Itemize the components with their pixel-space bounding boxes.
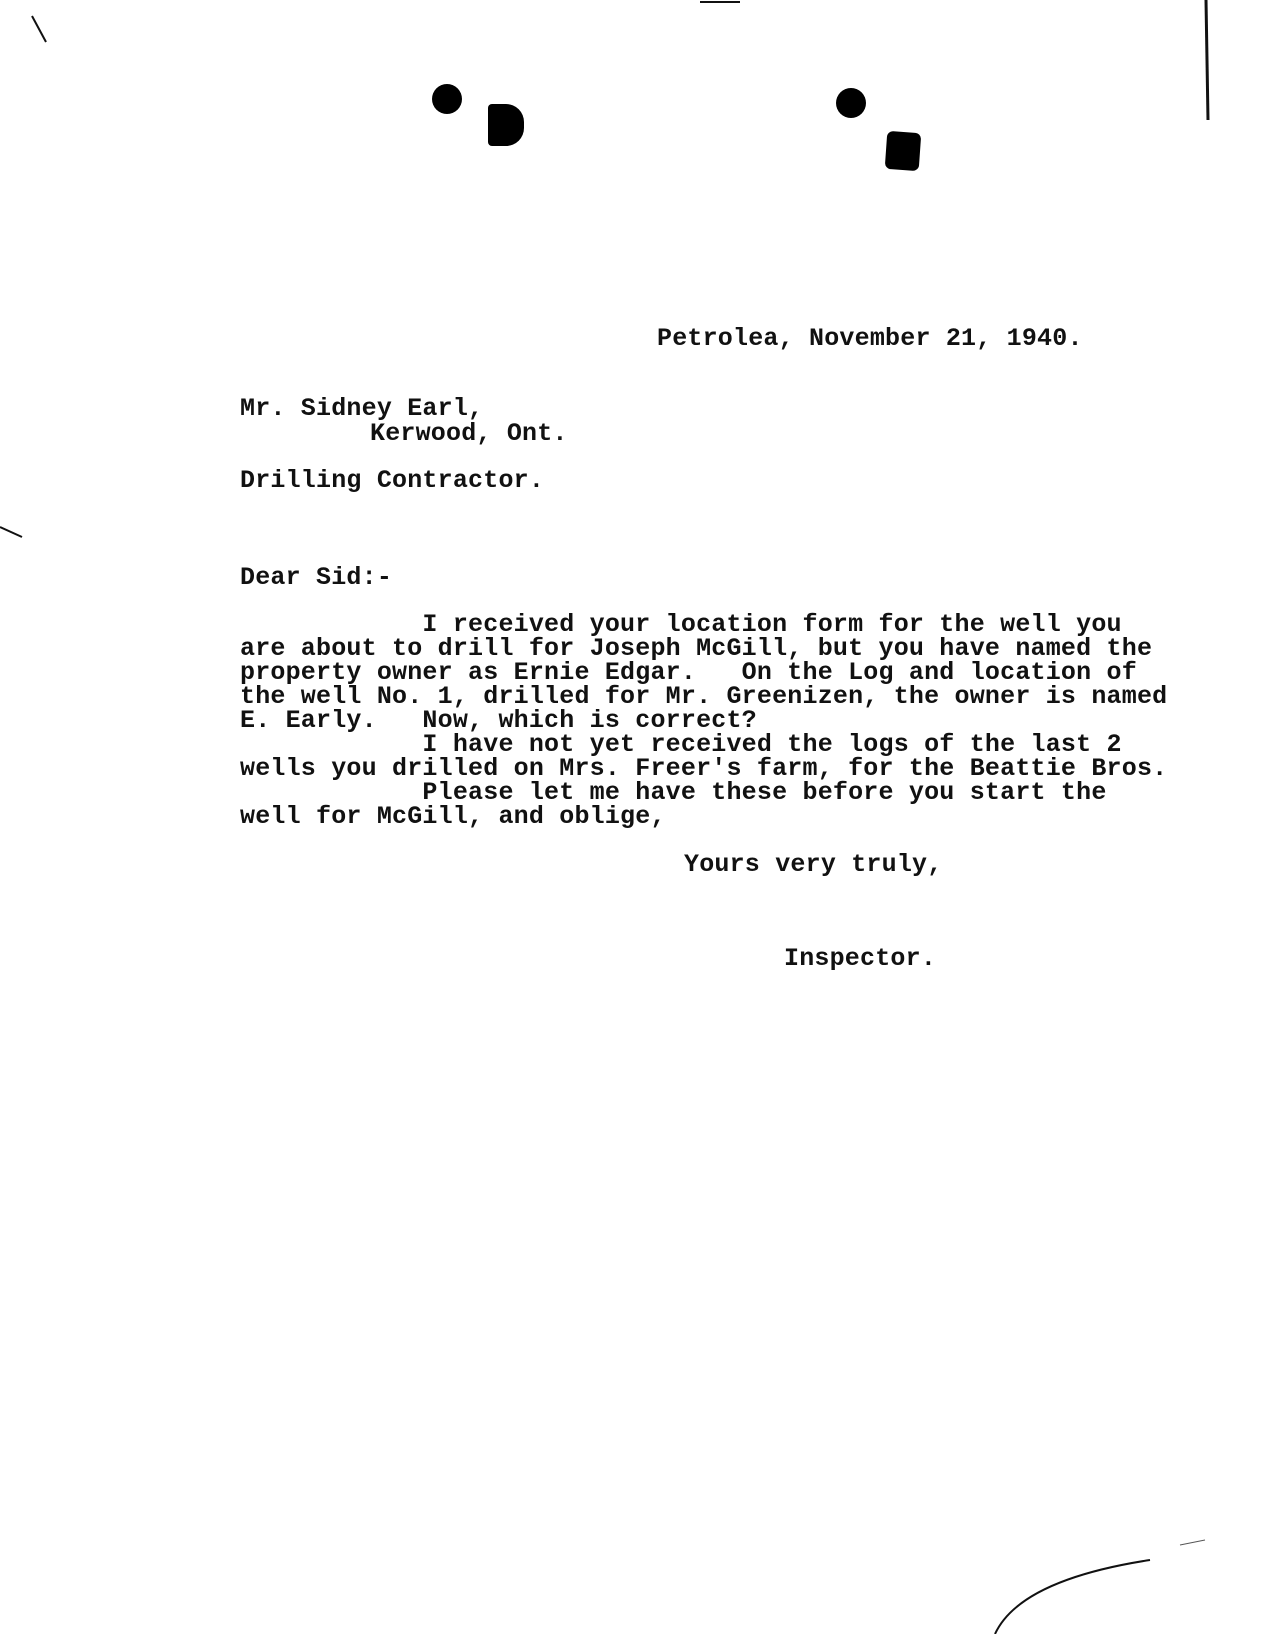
body-line: I have not yet received the logs of the last 2 [240,730,1122,759]
body-line: I received your location form for the well you [240,610,1122,639]
body-line: E. Early. Now, which is correct? [240,706,757,735]
body-line: Please let me have these before you start the [240,778,1107,807]
recipient-name: Mr. Sidney Earl, [240,394,484,423]
body-line: wells you drilled on Mrs. Freer's farm, for the Beattie Bros. [240,754,1168,783]
body-line: the well No. 1, drilled for Mr. Greenizen, the owner is named [240,682,1168,711]
date-line: Petrolea, November 21, 1940. [657,324,1083,353]
signature-title: Inspector. [784,944,937,973]
closing: Yours very truly, [684,850,943,879]
body-line: well for McGill, and oblige, [240,802,666,831]
recipient-title: Drilling Contractor. [240,466,545,495]
body-line: are about to drill for Joseph McGill, but you have named the [240,634,1153,663]
salutation: Dear Sid:- [240,563,393,592]
body-line: property owner as Ernie Edgar. On the Log and location of [240,658,1137,687]
recipient-place: Kerwood, Ont. [370,419,568,448]
